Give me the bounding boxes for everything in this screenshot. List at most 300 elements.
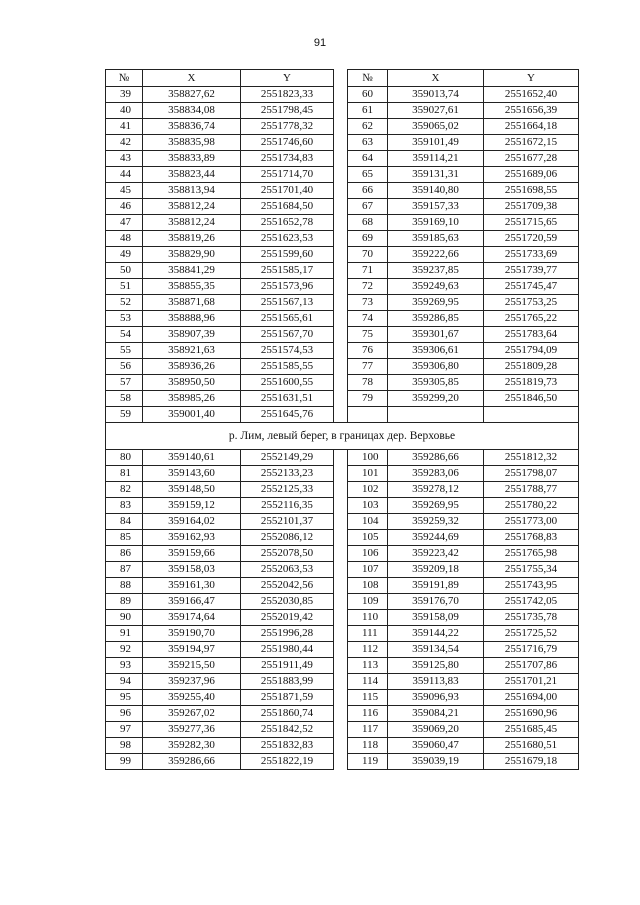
x-coordinate-right: 359306,80 (388, 359, 484, 375)
point-number-left: 49 (106, 247, 143, 263)
y-coordinate-left: 2551585,17 (241, 263, 334, 279)
x-coordinate-left: 358836,74 (143, 119, 241, 135)
point-number-left: 97 (106, 722, 143, 738)
y-coordinate-left: 2552078,50 (241, 546, 334, 562)
column-gap (334, 279, 348, 295)
point-number-left: 88 (106, 578, 143, 594)
point-number-right: 117 (348, 722, 388, 738)
x-coordinate-right: 359144,22 (388, 626, 484, 642)
x-coordinate-right: 359157,33 (388, 199, 484, 215)
point-number-left: 89 (106, 594, 143, 610)
point-number-left: 96 (106, 706, 143, 722)
y-coordinate-right: 2551685,45 (484, 722, 579, 738)
point-number-right: 69 (348, 231, 388, 247)
page-number: 91 (313, 37, 327, 49)
point-number-right: 65 (348, 167, 388, 183)
column-gap (334, 167, 348, 183)
y-coordinate-right: 2551707,86 (484, 658, 579, 674)
x-coordinate-right: 359169,10 (388, 215, 484, 231)
y-coordinate-right: 2551720,59 (484, 231, 579, 247)
table-row (106, 642, 579, 658)
table-row (106, 754, 579, 770)
y-coordinate-left: 2552101,37 (241, 514, 334, 530)
y-coordinate-left: 2551701,40 (241, 183, 334, 199)
point-number-right: 107 (348, 562, 388, 578)
x-coordinate-right: 359269,95 (388, 498, 484, 514)
point-number-right: 112 (348, 642, 388, 658)
y-coordinate-left: 2551645,76 (241, 407, 334, 423)
header-num-right: № (348, 70, 388, 87)
x-coordinate-right: 359096,93 (388, 690, 484, 706)
y-coordinate-right: 2551709,38 (484, 199, 579, 215)
x-coordinate-left: 358936,26 (143, 359, 241, 375)
x-coordinate-right: 359084,21 (388, 706, 484, 722)
y-coordinate-right: 2551672,15 (484, 135, 579, 151)
y-coordinate-right: 2551812,32 (484, 450, 579, 466)
point-number-right: 61 (348, 103, 388, 119)
y-coordinate-left: 2552063,53 (241, 562, 334, 578)
point-number-left: 55 (106, 343, 143, 359)
y-coordinate-right: 2551742,05 (484, 594, 579, 610)
y-coordinate-right: 2551679,18 (484, 754, 579, 770)
y-coordinate-right: 2551689,06 (484, 167, 579, 183)
point-number-left: 41 (106, 119, 143, 135)
point-number-left: 40 (106, 103, 143, 119)
point-number-right: 79 (348, 391, 388, 407)
column-gap (334, 738, 348, 754)
x-coordinate-left: 359140,61 (143, 450, 241, 466)
x-coordinate-left: 359164,02 (143, 514, 241, 530)
column-gap (334, 754, 348, 770)
y-coordinate-left: 2551574,53 (241, 343, 334, 359)
table-row (106, 199, 579, 215)
column-gap (334, 722, 348, 738)
table-row (106, 407, 579, 423)
y-coordinate-right: 2551664,18 (484, 119, 579, 135)
x-coordinate-left: 358871,68 (143, 295, 241, 311)
column-gap (334, 231, 348, 247)
point-number-right: 77 (348, 359, 388, 375)
column-gap (334, 466, 348, 482)
x-coordinate-left: 359143,60 (143, 466, 241, 482)
x-coordinate-right: 359223,42 (388, 546, 484, 562)
point-number-left: 95 (106, 690, 143, 706)
x-coordinate-right: 359299,20 (388, 391, 484, 407)
y-coordinate-left: 2551883,99 (241, 674, 334, 690)
point-number-right: 74 (348, 311, 388, 327)
table-row (106, 466, 579, 482)
x-coordinate-left: 358813,94 (143, 183, 241, 199)
x-coordinate-right: 359069,20 (388, 722, 484, 738)
point-number-right: 68 (348, 215, 388, 231)
y-coordinate-right: 2551765,22 (484, 311, 579, 327)
x-coordinate-right: 359286,66 (388, 450, 484, 466)
x-coordinate-right: 359140,80 (388, 183, 484, 199)
x-coordinate-right: 359114,21 (388, 151, 484, 167)
column-gap (334, 610, 348, 626)
point-number-left: 57 (106, 375, 143, 391)
table-row (106, 450, 579, 466)
y-coordinate-right: 2551680,51 (484, 738, 579, 754)
point-number-left: 48 (106, 231, 143, 247)
x-coordinate-left: 358855,35 (143, 279, 241, 295)
point-number-left: 50 (106, 263, 143, 279)
point-number-left: 82 (106, 482, 143, 498)
x-coordinate-left: 358812,24 (143, 199, 241, 215)
y-coordinate-left: 2551652,78 (241, 215, 334, 231)
x-coordinate-right: 359269,95 (388, 295, 484, 311)
x-coordinate-right: 359237,85 (388, 263, 484, 279)
x-coordinate-left: 358921,63 (143, 343, 241, 359)
point-number-left: 59 (106, 407, 143, 423)
x-coordinate-right: 359222,66 (388, 247, 484, 263)
y-coordinate-left: 2551798,45 (241, 103, 334, 119)
y-coordinate-left: 2551714,70 (241, 167, 334, 183)
table-row (106, 135, 579, 151)
table-row (106, 103, 579, 119)
x-coordinate-right: 359185,63 (388, 231, 484, 247)
point-number-right: 76 (348, 343, 388, 359)
x-coordinate-left: 359286,66 (143, 754, 241, 770)
y-coordinate-right: 2551677,28 (484, 151, 579, 167)
x-coordinate-left: 359161,30 (143, 578, 241, 594)
x-coordinate-right: 359065,02 (388, 119, 484, 135)
point-number-left: 91 (106, 626, 143, 642)
section-row (106, 423, 579, 450)
x-coordinate-right: 359301,67 (388, 327, 484, 343)
x-coordinate-left: 358823,44 (143, 167, 241, 183)
point-number-right: 71 (348, 263, 388, 279)
column-gap (334, 311, 348, 327)
x-coordinate-right: 359039,19 (388, 754, 484, 770)
x-coordinate-left: 359001,40 (143, 407, 241, 423)
x-coordinate-right: 359278,12 (388, 482, 484, 498)
x-coordinate-left: 359237,96 (143, 674, 241, 690)
column-gap (334, 642, 348, 658)
column-gap (334, 327, 348, 343)
column-gap (334, 514, 348, 530)
column-gap (334, 263, 348, 279)
y-coordinate-right: 2551701,21 (484, 674, 579, 690)
x-coordinate-left: 359162,93 (143, 530, 241, 546)
point-number-right: 113 (348, 658, 388, 674)
table-row (106, 610, 579, 626)
y-coordinate-right: 2551716,79 (484, 642, 579, 658)
y-coordinate-left: 2551911,49 (241, 658, 334, 674)
y-coordinate-right: 2551694,00 (484, 690, 579, 706)
point-number-left: 86 (106, 546, 143, 562)
y-coordinate-right: 2551773,00 (484, 514, 579, 530)
point-number-right: 78 (348, 375, 388, 391)
table-row (106, 359, 579, 375)
point-number-left: 56 (106, 359, 143, 375)
point-number-left: 44 (106, 167, 143, 183)
y-coordinate-left: 2551600,55 (241, 375, 334, 391)
x-coordinate-left: 358950,50 (143, 375, 241, 391)
column-gap (334, 183, 348, 199)
point-number-right: 108 (348, 578, 388, 594)
y-coordinate-right: 2551745,47 (484, 279, 579, 295)
x-coordinate-right: 359191,89 (388, 578, 484, 594)
x-coordinate-left: 358833,89 (143, 151, 241, 167)
table-row (106, 690, 579, 706)
point-number-left: 93 (106, 658, 143, 674)
column-gap (334, 199, 348, 215)
y-coordinate-right (484, 407, 579, 423)
point-number-right: 114 (348, 674, 388, 690)
table-header-row (106, 70, 579, 87)
column-gap (334, 343, 348, 359)
point-number-left: 85 (106, 530, 143, 546)
point-number-left: 54 (106, 327, 143, 343)
x-coordinate-left: 358841,29 (143, 263, 241, 279)
y-coordinate-right: 2551739,77 (484, 263, 579, 279)
table-row (106, 391, 579, 407)
column-gap (334, 359, 348, 375)
point-number-left: 81 (106, 466, 143, 482)
column-gap (334, 103, 348, 119)
point-number-left: 46 (106, 199, 143, 215)
column-gap (334, 562, 348, 578)
x-coordinate-left: 358907,39 (143, 327, 241, 343)
point-number-right: 116 (348, 706, 388, 722)
x-coordinate-right: 359113,83 (388, 674, 484, 690)
y-coordinate-right: 2551652,40 (484, 87, 579, 103)
point-number-left: 43 (106, 151, 143, 167)
x-coordinate-left: 359159,66 (143, 546, 241, 562)
point-number-right: 105 (348, 530, 388, 546)
table-row (106, 674, 579, 690)
y-coordinate-left: 2551860,74 (241, 706, 334, 722)
point-number-left: 94 (106, 674, 143, 690)
point-number-left: 42 (106, 135, 143, 151)
y-coordinate-left: 2552019,42 (241, 610, 334, 626)
table-row (106, 247, 579, 263)
point-number-right: 62 (348, 119, 388, 135)
y-coordinate-left: 2552030,85 (241, 594, 334, 610)
point-number-right: 72 (348, 279, 388, 295)
x-coordinate-right: 359134,54 (388, 642, 484, 658)
point-number-left: 83 (106, 498, 143, 514)
x-coordinate-left: 358829,90 (143, 247, 241, 263)
x-coordinate-left: 359158,03 (143, 562, 241, 578)
point-number-right: 73 (348, 295, 388, 311)
column-gap (334, 706, 348, 722)
x-coordinate-right: 359283,06 (388, 466, 484, 482)
point-number-right: 115 (348, 690, 388, 706)
y-coordinate-left: 2551631,51 (241, 391, 334, 407)
x-coordinate-left: 359190,70 (143, 626, 241, 642)
point-number-right: 111 (348, 626, 388, 642)
point-number-left: 90 (106, 610, 143, 626)
point-number-left: 99 (106, 754, 143, 770)
point-number-right: 66 (348, 183, 388, 199)
point-number-right (348, 407, 388, 423)
header-y-right: Y (484, 70, 579, 87)
y-coordinate-left: 2552125,33 (241, 482, 334, 498)
y-coordinate-left: 2552149,29 (241, 450, 334, 466)
column-gap (334, 626, 348, 642)
y-coordinate-left: 2551823,33 (241, 87, 334, 103)
table-row (106, 562, 579, 578)
y-coordinate-right: 2551698,55 (484, 183, 579, 199)
x-coordinate-right: 359060,47 (388, 738, 484, 754)
point-number-right: 75 (348, 327, 388, 343)
x-coordinate-left: 358812,24 (143, 215, 241, 231)
y-coordinate-right: 2551715,65 (484, 215, 579, 231)
x-coordinate-right: 359101,49 (388, 135, 484, 151)
y-coordinate-left: 2551734,83 (241, 151, 334, 167)
y-coordinate-left: 2551684,50 (241, 199, 334, 215)
point-number-right: 110 (348, 610, 388, 626)
y-coordinate-right: 2551809,28 (484, 359, 579, 375)
table-row (106, 151, 579, 167)
column-gap (334, 87, 348, 103)
point-number-right: 100 (348, 450, 388, 466)
y-coordinate-left: 2551996,28 (241, 626, 334, 642)
y-coordinate-right: 2551656,39 (484, 103, 579, 119)
x-coordinate-left: 358827,62 (143, 87, 241, 103)
x-coordinate-left: 359215,50 (143, 658, 241, 674)
x-coordinate-left: 358888,96 (143, 311, 241, 327)
x-coordinate-left: 358835,98 (143, 135, 241, 151)
table-row (106, 722, 579, 738)
y-coordinate-left: 2551980,44 (241, 642, 334, 658)
x-coordinate-right: 359259,32 (388, 514, 484, 530)
x-coordinate-right: 359306,61 (388, 343, 484, 359)
x-coordinate-left: 359159,12 (143, 498, 241, 514)
y-coordinate-left: 2552116,35 (241, 498, 334, 514)
column-gap (334, 119, 348, 135)
point-number-left: 52 (106, 295, 143, 311)
x-coordinate-left: 359166,47 (143, 594, 241, 610)
table-row (106, 119, 579, 135)
point-number-left: 47 (106, 215, 143, 231)
point-number-left: 98 (106, 738, 143, 754)
y-coordinate-left: 2551585,55 (241, 359, 334, 375)
y-coordinate-right: 2551690,96 (484, 706, 579, 722)
table-row (106, 231, 579, 247)
x-coordinate-right: 359286,85 (388, 311, 484, 327)
table-row (106, 295, 579, 311)
x-coordinate-right: 359244,69 (388, 530, 484, 546)
point-number-right: 102 (348, 482, 388, 498)
y-coordinate-right: 2551794,09 (484, 343, 579, 359)
x-coordinate-right: 359305,85 (388, 375, 484, 391)
column-gap (334, 674, 348, 690)
table-row (106, 375, 579, 391)
y-coordinate-right: 2551798,07 (484, 466, 579, 482)
point-number-right: 101 (348, 466, 388, 482)
table-row (106, 327, 579, 343)
x-coordinate-left: 359148,50 (143, 482, 241, 498)
y-coordinate-right: 2551819,73 (484, 375, 579, 391)
column-gap (334, 690, 348, 706)
column-gap (334, 594, 348, 610)
table-row (106, 311, 579, 327)
table-row (106, 263, 579, 279)
column-gap (334, 295, 348, 311)
table-row (106, 498, 579, 514)
x-coordinate-left: 359267,02 (143, 706, 241, 722)
y-coordinate-left: 2551832,83 (241, 738, 334, 754)
x-coordinate-right: 359158,09 (388, 610, 484, 626)
section-title: р. Лим, левый берег, в границах дер. Верховье (106, 423, 579, 450)
point-number-right: 118 (348, 738, 388, 754)
y-coordinate-left: 2552133,23 (241, 466, 334, 482)
x-coordinate-right: 359176,70 (388, 594, 484, 610)
x-coordinate-right: 359131,31 (388, 167, 484, 183)
point-number-left: 51 (106, 279, 143, 295)
column-gap (334, 530, 348, 546)
y-coordinate-right: 2551743,95 (484, 578, 579, 594)
point-number-right: 63 (348, 135, 388, 151)
point-number-right: 60 (348, 87, 388, 103)
table-row (106, 626, 579, 642)
y-coordinate-left: 2551746,60 (241, 135, 334, 151)
point-number-right: 104 (348, 514, 388, 530)
column-gap (334, 247, 348, 263)
point-number-right: 70 (348, 247, 388, 263)
column-gap (334, 215, 348, 231)
coordinates-table (105, 69, 579, 770)
point-number-right: 64 (348, 151, 388, 167)
y-coordinate-left: 2551871,59 (241, 690, 334, 706)
x-coordinate-right: 359249,63 (388, 279, 484, 295)
table-row (106, 658, 579, 674)
table-row (106, 343, 579, 359)
table-row (106, 279, 579, 295)
x-coordinate-left: 359277,36 (143, 722, 241, 738)
x-coordinate-left: 359282,30 (143, 738, 241, 754)
y-coordinate-right: 2551753,25 (484, 295, 579, 311)
x-coordinate-right: 359209,18 (388, 562, 484, 578)
point-number-left: 84 (106, 514, 143, 530)
point-number-left: 58 (106, 391, 143, 407)
table-row (106, 594, 579, 610)
table-row (106, 546, 579, 562)
y-coordinate-right: 2551783,64 (484, 327, 579, 343)
column-gap (334, 658, 348, 674)
y-coordinate-right: 2551765,98 (484, 546, 579, 562)
x-coordinate-left: 358819,26 (143, 231, 241, 247)
table-row (106, 183, 579, 199)
y-coordinate-left: 2551623,53 (241, 231, 334, 247)
y-coordinate-right: 2551768,83 (484, 530, 579, 546)
y-coordinate-left: 2551567,70 (241, 327, 334, 343)
point-number-right: 119 (348, 754, 388, 770)
y-coordinate-left: 2551599,60 (241, 247, 334, 263)
column-gap (334, 135, 348, 151)
column-gap (334, 498, 348, 514)
y-coordinate-left: 2551778,32 (241, 119, 334, 135)
table-row (106, 706, 579, 722)
point-number-right: 109 (348, 594, 388, 610)
table-row (106, 215, 579, 231)
header-x-right: X (388, 70, 484, 87)
point-number-right: 106 (348, 546, 388, 562)
column-gap (334, 70, 348, 87)
header-num-left: № (106, 70, 143, 87)
point-number-left: 53 (106, 311, 143, 327)
table-row (106, 167, 579, 183)
table-row (106, 514, 579, 530)
column-gap (334, 151, 348, 167)
header-x-left: X (143, 70, 241, 87)
point-number-right: 67 (348, 199, 388, 215)
column-gap (334, 450, 348, 466)
y-coordinate-right: 2551725,52 (484, 626, 579, 642)
